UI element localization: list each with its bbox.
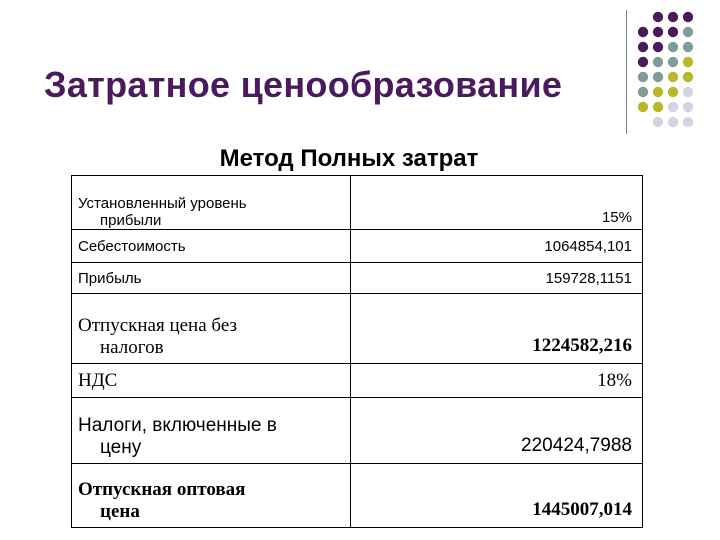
decorative-dot: [683, 27, 693, 37]
row-label: Прибыль: [72, 263, 351, 294]
row-label: Налоги, включенные в цену: [72, 398, 351, 464]
row-label: Себестоимость: [72, 230, 351, 263]
decorative-dot: [638, 27, 648, 37]
decorative-dot: [653, 102, 663, 112]
decorative-dot: [668, 27, 678, 37]
row-label: НДС: [72, 364, 351, 398]
decorative-dot: [683, 117, 693, 127]
table-row: [72, 230, 643, 263]
decorative-dot: [638, 57, 648, 67]
decorative-dot: [653, 12, 663, 22]
table-row: [72, 464, 643, 528]
decorative-dot: [653, 42, 663, 52]
decorative-dot: [683, 102, 693, 112]
decorative-dot: [683, 72, 693, 82]
decorative-dot: [638, 72, 648, 82]
row-value: 159728,1151: [351, 263, 643, 294]
decorative-dot: [653, 117, 663, 127]
row-label: Установленный уровень прибыли: [72, 176, 351, 230]
decorative-dot: [668, 102, 678, 112]
decorative-dot: [683, 42, 693, 52]
decorative-vertical-line: [626, 10, 627, 134]
table-row: [72, 364, 643, 398]
decorative-dot: [668, 117, 678, 127]
row-value: 1445007,014: [351, 464, 643, 528]
decorative-dot: [638, 102, 648, 112]
row-value: 18%: [351, 364, 643, 398]
decorative-dot: [638, 87, 648, 97]
row-label: Отпускная цена без налогов: [72, 294, 351, 364]
row-value: 1064854,101: [351, 230, 643, 263]
table-row: [72, 398, 643, 464]
decorative-dot: [668, 57, 678, 67]
table-row: [72, 176, 643, 230]
row-label: Отпускная оптовая цена: [72, 464, 351, 528]
decorative-dot: [653, 87, 663, 97]
decorative-dot: [668, 72, 678, 82]
row-value: 220424,7988: [351, 398, 643, 464]
cost-pricing-table: [71, 175, 643, 528]
decorative-dot: [638, 42, 648, 52]
decorative-dot: [653, 72, 663, 82]
decorative-dot: [683, 87, 693, 97]
table-row: [72, 294, 643, 364]
row-value: 1224582,216: [351, 294, 643, 364]
decorative-dot: [668, 42, 678, 52]
decorative-dot: [683, 57, 693, 67]
decorative-dot: [668, 87, 678, 97]
page-title: Затратное ценообразование: [44, 64, 563, 105]
table-row: [72, 263, 643, 294]
decorative-dot: [668, 12, 678, 22]
decorative-dot: [683, 12, 693, 22]
decorative-dot: [653, 57, 663, 67]
decorative-dot: [653, 27, 663, 37]
row-value: 15%: [351, 176, 643, 230]
table-subtitle: Метод Полных затрат: [219, 145, 479, 172]
